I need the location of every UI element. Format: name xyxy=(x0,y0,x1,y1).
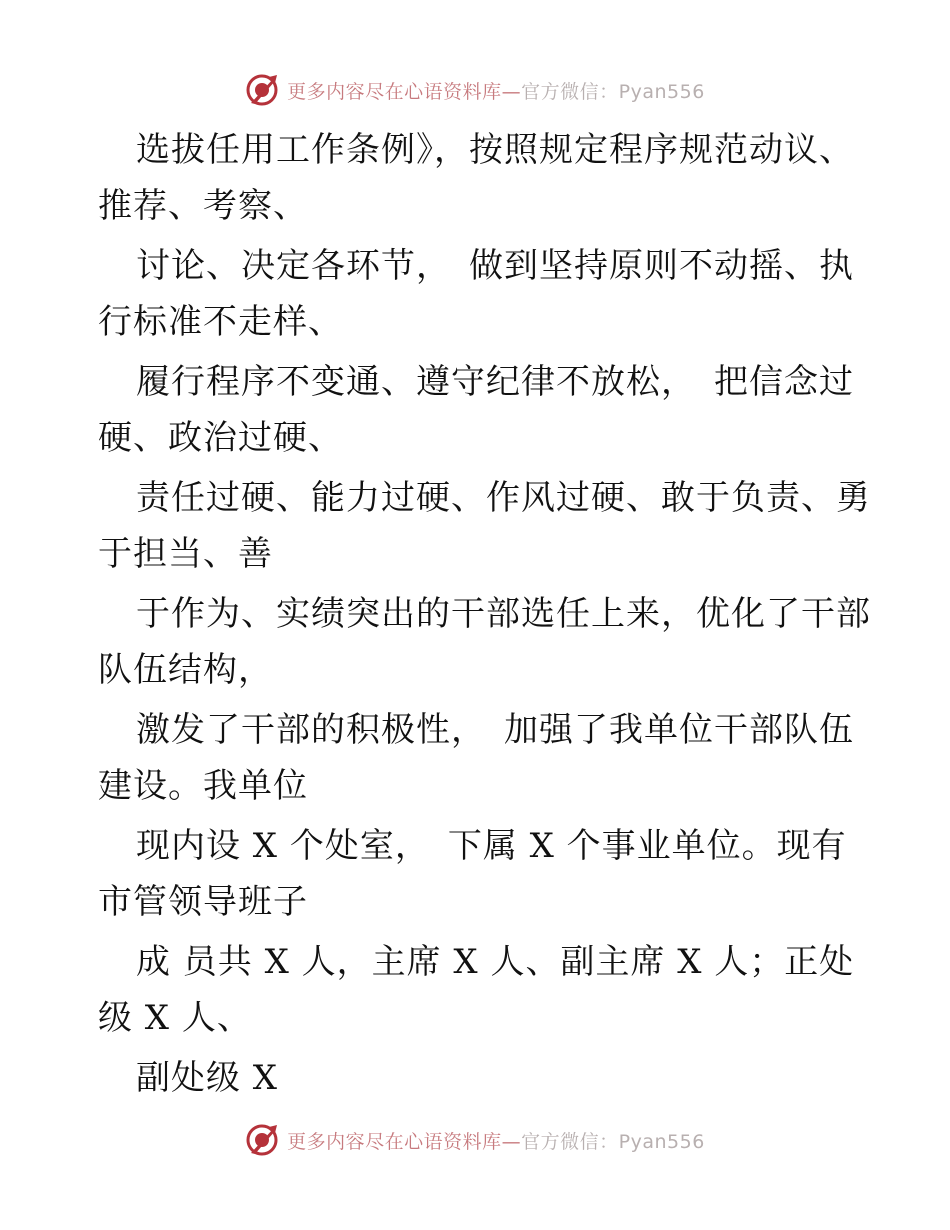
body-line: 责任过硬、能力过硬、作风过硬、敢于负责、勇 xyxy=(136,478,871,518)
body-line: 于担当、善 xyxy=(98,534,273,574)
header-banner xyxy=(0,70,950,110)
body-line: 级 X 人、 xyxy=(98,998,252,1038)
body-line: 行标准不走样、 xyxy=(98,302,343,342)
body-line: 推荐、考察、 xyxy=(98,186,308,226)
footer-banner-separator: — xyxy=(501,1130,522,1153)
body-line: 建设。我单位 xyxy=(98,766,308,806)
body-line: 于作为、实绩突出的干部选任上来，优化了干部 xyxy=(136,594,871,634)
body-line: 市管领导班子 xyxy=(98,882,308,922)
body-line: 讨论、决定各环节， 做到坚持原则不动摇、执 xyxy=(136,246,854,286)
quill-logo-icon xyxy=(245,1123,279,1157)
body-line: 现内设 X 个处室， 下属 X 个事业单位。现有 xyxy=(136,826,847,866)
footer-banner xyxy=(0,1120,950,1160)
footer-wechat-id: 官方微信：Pyan556 xyxy=(521,1130,705,1153)
body-line: 选拔任用工作条例》，按照规定程序规范动议、 xyxy=(136,130,854,170)
body-line: 激发了干部的积极性， 加强了我单位干部队伍 xyxy=(136,710,854,750)
body-line: 成 员共 X 人，主席 X 人、副主席 X 人；正处 xyxy=(136,942,855,982)
header-banner-text: 更多内容尽在心语资料库—官方微信：Pyan556 xyxy=(287,80,705,103)
header-wechat-id: 官方微信：Pyan556 xyxy=(521,80,705,103)
body-line: 履行程序不变通、遵守纪律不放松， 把信念过 xyxy=(136,362,854,402)
body-line: 硬、政治过硬、 xyxy=(98,418,343,458)
body-line: 队伍结构， xyxy=(98,650,273,690)
body-line: 副处级 X xyxy=(136,1058,279,1098)
header-banner-separator: — xyxy=(501,80,522,103)
quill-logo-icon xyxy=(245,73,279,107)
footer-banner-text: 更多内容尽在心语资料库—官方微信：Pyan556 xyxy=(287,1130,705,1153)
